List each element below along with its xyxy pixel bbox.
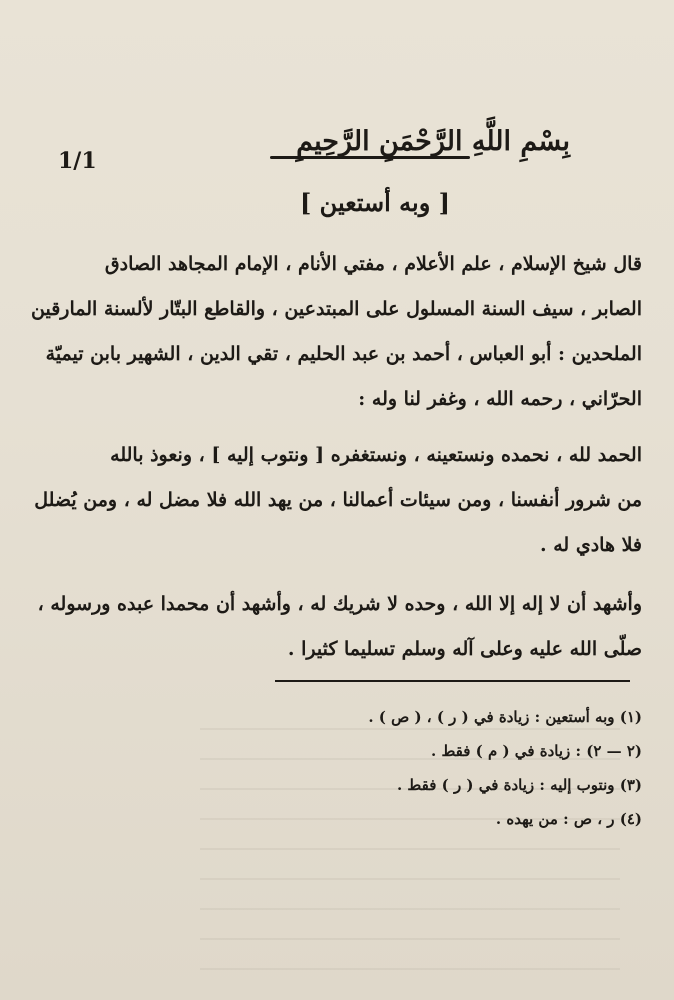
basmala-text: بِسْمِ اللَّهِ الرَّحْمَنِ الرَّحِيمِ [296,126,570,157]
footnote: (٢ — ٢) : زيادة في ( م ) فقط . [431,742,642,760]
basmala-heading [210,122,570,182]
subheading: [ وبه أستعين ] [299,188,450,217]
text-line: قال شيخ الإسلام ، علم الأعلام ، مفتي الأنام ، الإمام المجاهد الصادق [104,253,642,275]
text-line: الصابر ، سيف السنة المسلول على المبتدعين ، والقاطع البتّار لألسنة المارقين [31,298,642,320]
text-line: الحرّاني ، رحمه الله ، وغفر لنا وله : [358,388,642,410]
footnote: (١) وبه أستعين : زيادة في ( ر ) ، ( ص ) . [368,708,642,726]
text-line: الحمد لله ، نحمده ونستعينه ، ونستغفره [ ونتوب إليه ] ، ونعوذ بالله [110,444,642,466]
footnotes [242,700,642,836]
folio-number: 1/1 [58,148,97,174]
text-line: الملحدين : أبو العباس ، أحمد بن عبد الحليم ، تقي الدين ، الشهير بابن تيميّة [45,343,642,365]
paragraph-testimony [37,582,642,672]
footnote-divider [275,680,630,682]
text-line: صلّى الله عليه وعلى آله وسلم تسليما كثيرا . [287,638,642,660]
paragraph-intro [31,242,642,422]
text-line: من شرور أنفسنا ، ومن سيئات أعمالنا ، من يهد الله فلا مضل له ، ومن يُضلل [34,489,642,511]
paragraph-praise [34,433,642,568]
text-line: وأشهد أن لا إله إلا الله ، وحده لا شريك له ، وأشهد أن محمدا عبده ورسوله ، [37,593,642,615]
text-line: فلا هادي له . [540,534,642,556]
footnote: (٣) ونتوب إليه : زيادة في ( ر ) فقط . [396,776,642,794]
footnote: (٤) ر ، ص : من يهده . [495,810,642,828]
